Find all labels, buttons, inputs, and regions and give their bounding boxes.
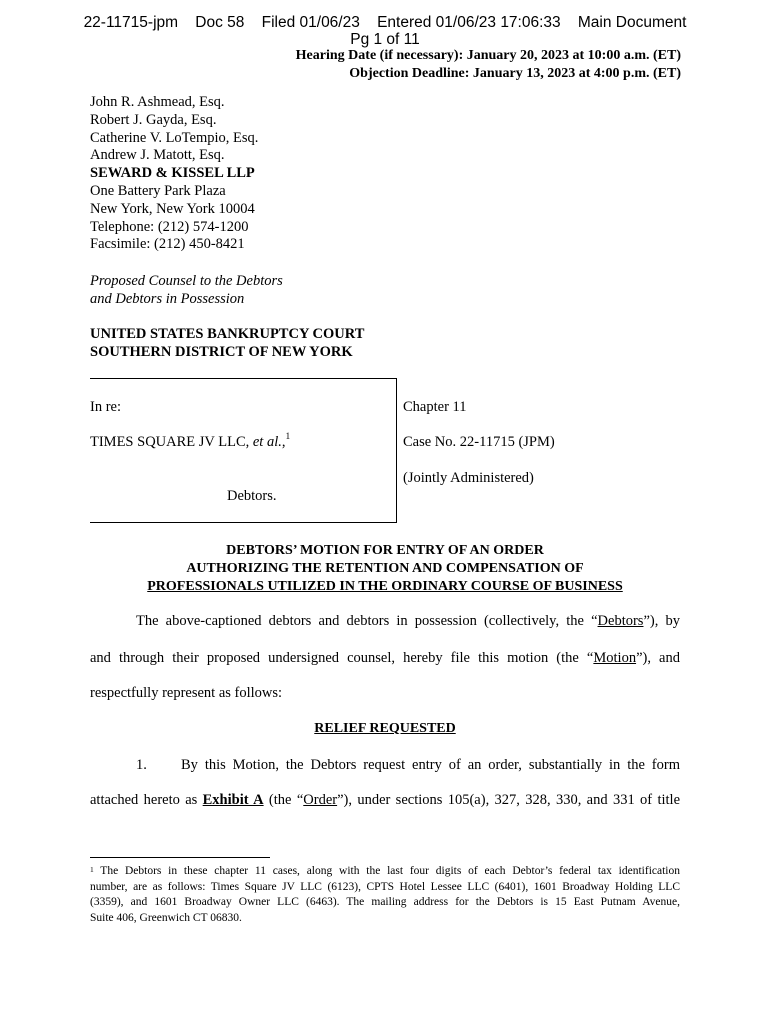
court-name-line: UNITED STATES BANKRUPTCY COURT bbox=[90, 326, 365, 342]
intro-text: and through their proposed undersigned counsel, hereby file this motion (the “ bbox=[90, 650, 594, 666]
footnote-text: The Debtors in these chapter 11 cases, along with the last four digits of each Debtor’s federal tax identification bbox=[93, 865, 680, 877]
intro-text: ”), by bbox=[643, 613, 680, 629]
paragraph-text: (the “ bbox=[263, 792, 304, 808]
footnote bbox=[90, 864, 680, 926]
ecf-page-count: Pg 1 of 11 bbox=[350, 31, 420, 48]
motion-title-line: AUTHORIZING THE RETENTION AND COMPENSATION OF bbox=[186, 561, 584, 576]
section-heading-text: RELIEF REQUESTED bbox=[314, 721, 456, 736]
paragraph-1-line bbox=[90, 792, 680, 809]
paragraph-text: ”), under sections 105(a), 327, 328, 330, and 331 of title bbox=[337, 792, 681, 808]
law-firm-name: SEWARD & KISSEL LLP bbox=[90, 165, 255, 182]
attorney-name: Robert J. Gayda, Esq. bbox=[90, 111, 217, 128]
footnote-text: (3359), and 1601 Broadway Owner LLC (6463). The mailing address for the Debtors is 15 East Putnam Avenue, bbox=[90, 896, 680, 908]
telephone: Telephone: (212) 574-1200 bbox=[90, 218, 249, 235]
caption-chapter: Chapter 11 bbox=[403, 399, 467, 415]
defined-term-debtors: Debtors bbox=[597, 613, 644, 629]
footnote-text: number, are as follows: Times Square JV LLC (6123), CPTS Hotel Lessee LLC (6401), 1601 Broadway Holding LLC bbox=[90, 880, 680, 893]
defined-term-motion: Motion bbox=[593, 650, 637, 666]
paragraph-text: By this Motion, the Debtors request entry of an order, substantially in the form bbox=[181, 757, 680, 773]
caption-jointly-administered: (Jointly Administered) bbox=[403, 470, 534, 486]
motion-title-underlined: PROFESSIONALS UTILIZED IN THE ORDINARY COURSE OF BUSINESS bbox=[147, 579, 623, 594]
debtor-name: TIMES SQUARE JV LLC, bbox=[90, 434, 250, 450]
intro-paragraph-line bbox=[90, 613, 680, 630]
footnote-text: Suite 406, Greenwich CT 06830. bbox=[90, 911, 242, 924]
exhibit-a-reference: Exhibit A bbox=[202, 792, 264, 808]
counsel-role-line: and Debtors in Possession bbox=[90, 290, 245, 307]
facsimile: Facsimile: (212) 450-8421 bbox=[90, 236, 245, 253]
paragraph-text: attached hereto as bbox=[90, 792, 203, 808]
footnote-rule bbox=[90, 857, 270, 858]
caption-bottom-rule bbox=[90, 522, 396, 523]
paragraph-1-line bbox=[90, 757, 680, 774]
caption-case-number: Case No. 22-11715 (JPM) bbox=[403, 434, 555, 450]
caption-vertical-rule bbox=[396, 378, 397, 523]
counsel-block bbox=[90, 94, 258, 254]
address-line: New York, New York 10004 bbox=[90, 200, 255, 217]
paragraph-number: 1. bbox=[136, 757, 147, 773]
court-district-line: SOUTHERN DISTRICT OF NEW YORK bbox=[90, 343, 353, 360]
counsel-role bbox=[90, 273, 283, 309]
address-line: One Battery Park Plaza bbox=[90, 182, 226, 199]
caption-top-rule bbox=[90, 378, 396, 379]
intro-text: The above-captioned debtors and debtors in possession (collectively, the “ bbox=[136, 613, 598, 629]
ecf-filing-stamp bbox=[0, 14, 770, 32]
defined-term-order: Order bbox=[303, 792, 338, 808]
caption-debtors-label: Debtors. bbox=[227, 488, 277, 504]
motion-title-line: DEBTORS’ MOTION FOR ENTRY OF AN ORDER bbox=[226, 543, 544, 558]
caption-debtor-name: TIMES SQUARE JV LLC, et al.,$^1$ bbox=[90, 432, 291, 450]
hearing-date: Hearing Date (if necessary): January 20, 2023 at 10:00 a.m. (ET) bbox=[295, 48, 681, 63]
intro-text: ”), and bbox=[636, 650, 680, 666]
intro-paragraph-line bbox=[90, 650, 680, 667]
attorney-name: John R. Ashmead, Esq. bbox=[90, 94, 225, 110]
objection-deadline: Objection Deadline: January 13, 2023 at 4:00 p.m. (ET) bbox=[349, 66, 681, 81]
et-al: et al. bbox=[252, 434, 282, 450]
counsel-role-line: Proposed Counsel to the Debtors bbox=[90, 273, 283, 289]
ecf-stamp-text: 22-11715-jpm Doc 58 Filed 01/06/23 Entered 01/06/23 17:06:33 Main Document bbox=[83, 14, 687, 31]
court-name bbox=[90, 326, 364, 362]
intro-paragraph-line: respectfully represent as follows: bbox=[90, 685, 283, 701]
section-heading bbox=[0, 721, 770, 737]
footnote-marker: 1 bbox=[90, 865, 94, 874]
footnote-marker: 1 bbox=[285, 432, 291, 442]
caption-in-re: In re: bbox=[90, 399, 121, 415]
motion-title-line bbox=[0, 579, 770, 595]
attorney-name: Catherine V. LoTempio, Esq. bbox=[90, 129, 259, 146]
attorney-name: Andrew J. Matott, Esq. bbox=[90, 147, 225, 164]
